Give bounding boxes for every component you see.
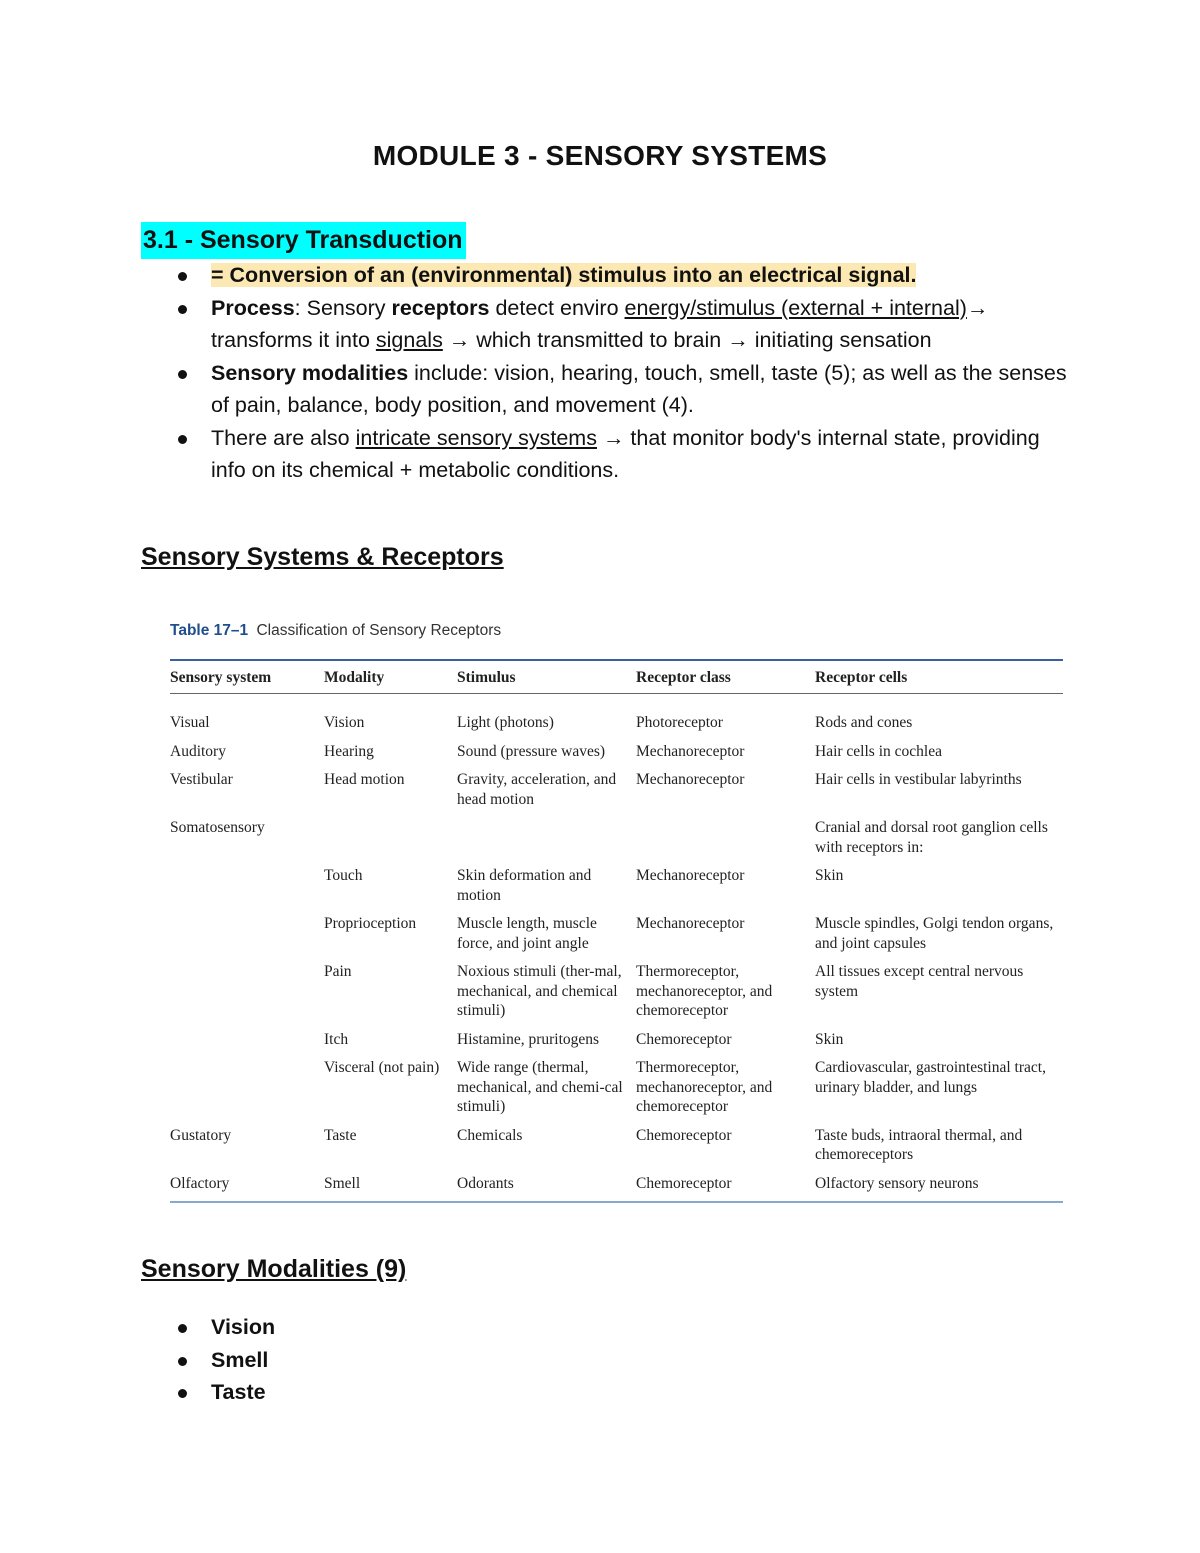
list-item-process (141, 292, 1071, 357)
table-cell: Photoreceptor (636, 714, 723, 731)
table-cell (170, 1030, 324, 1059)
table-row (170, 1174, 1063, 1203)
list-item: Vision (141, 1311, 1071, 1344)
table-cell: Skin (815, 867, 844, 884)
table-title: Classification of Sensory Receptors (256, 622, 502, 639)
table-row (170, 742, 1063, 771)
process-bold-word: receptors (391, 295, 490, 320)
process-label: Process (211, 295, 295, 320)
column-header: Modality (324, 669, 385, 686)
table-cell: Gravity, acceleration, and head motion (457, 771, 617, 808)
table-cell: Mechanoreceptor (636, 867, 745, 884)
table-cell: Chemicals (457, 1126, 523, 1144)
table-cell: Noxious stimuli (ther-mal, mechanical, and chemical stimuli) (457, 963, 622, 1019)
table-cell: Thermoreceptor, mechanoreceptor, and chemoreceptor (636, 963, 773, 1019)
definition-text: = Conversion of an (environmental) stimulus into an electrical signal. (211, 263, 917, 287)
section-heading-sensory-transduction: 3.1 - Sensory Transduction (141, 222, 466, 259)
section-heading-systems-receptors: Sensory Systems & Receptors (141, 543, 504, 571)
table-row (170, 818, 1063, 866)
table-row (170, 1126, 1063, 1174)
table-row (170, 1030, 1063, 1059)
process-text: : Sensory (294, 295, 392, 320)
table-cell: Cranial and dorsal root ganglion cells with receptors in: (815, 819, 1048, 856)
list-item-definition (141, 259, 1071, 292)
table-cell: Hearing (324, 742, 374, 760)
table-cell: Mechanoreceptor (636, 742, 745, 760)
modalities-label: Sensory modalities (211, 360, 409, 385)
table-cell: Hair cells in cochlea (815, 742, 942, 760)
table-cell: Olfactory (170, 1174, 230, 1192)
process-text: detect enviro (489, 295, 625, 320)
process-underlined-text: signals (375, 328, 443, 352)
table-cell: Rods and cones (815, 714, 913, 731)
table-number: Table 17–1 (170, 622, 249, 639)
table-cell: Muscle length, muscle force, and joint angle (457, 915, 597, 952)
table-cell: Auditory (170, 742, 226, 760)
internal-text: → that monitor body's internal state, providing info on its chemical + metabolic conditions. (211, 425, 1040, 482)
table-cell: Mechanoreceptor (636, 915, 745, 932)
table-cell: Cardiovascular, gastrointestinal tract, urinary bladder, and lungs (815, 1059, 1046, 1096)
table-cell: Histamine, pruritogens (457, 1030, 600, 1048)
table-cell: Gustatory (170, 1126, 232, 1144)
table-header-row (170, 660, 1063, 694)
transduction-bullet-list (141, 259, 1071, 487)
table-cell: Thermoreceptor, mechanoreceptor, and chemoreceptor (636, 1059, 773, 1115)
list-item: Smell (141, 1344, 1071, 1377)
table-cell: Muscle spindles, Golgi tendon organs, and joint capsules (815, 915, 1054, 952)
column-header: Receptor class (636, 669, 731, 686)
table-row (170, 962, 1063, 1030)
table-cell: Touch (324, 867, 363, 884)
section-heading-sensory-modalities: Sensory Modalities (9) (141, 1255, 407, 1283)
table-cell: Vision (324, 714, 365, 731)
internal-text: There are also (211, 425, 356, 450)
table-cell: Vestibular (170, 771, 233, 788)
table-row (170, 914, 1063, 962)
table-cell: Head motion (324, 771, 405, 788)
modalities-text: include: vision, hearing, touch, smell, taste (5); as well as the senses of pain, balance, body position, and movement (4). (211, 360, 1067, 417)
list-item-modalities (141, 357, 1071, 422)
table-cell: Odorants (457, 1174, 514, 1192)
receptor-classification-table (170, 659, 1063, 1203)
process-text: → which transmitted to brain → initiating sensation (442, 328, 932, 352)
table-cell: Proprioception (324, 915, 417, 932)
table-cell (457, 818, 636, 866)
table-cell: Skin (815, 1030, 844, 1048)
table-cell: Light (photons) (457, 714, 554, 731)
table-cell: Chemoreceptor (636, 1174, 732, 1192)
table-cell: Taste (324, 1126, 357, 1144)
table-cell: Smell (324, 1174, 361, 1192)
table-cell: Chemoreceptor (636, 1030, 732, 1048)
table-cell: Olfactory sensory neurons (815, 1174, 979, 1192)
table-cell: Visual (170, 714, 210, 731)
table-cell: Mechanoreceptor (636, 771, 745, 788)
table-row (170, 770, 1063, 818)
list-item-internal-systems (141, 422, 1071, 487)
table-cell (324, 818, 457, 866)
table-cell: Visceral (not pain) (324, 1059, 440, 1076)
table-cell (170, 866, 324, 914)
table-cell: Taste buds, intraoral thermal, and chemoreceptors (815, 1126, 1023, 1163)
table-row (170, 694, 1063, 742)
column-header: Receptor cells (815, 669, 908, 686)
column-header: Stimulus (457, 669, 516, 686)
table-row (170, 1058, 1063, 1126)
list-item: Taste (141, 1376, 1071, 1409)
table-cell (170, 914, 324, 962)
modalities-bullet-list (141, 1311, 1071, 1409)
internal-underlined-text: intricate sensory systems (355, 425, 597, 450)
table-cell: Sound (pressure waves) (457, 742, 606, 760)
table-cell: Chemoreceptor (636, 1126, 732, 1144)
process-text: → transforms it into (211, 295, 989, 352)
table-body (170, 694, 1063, 1203)
table-cell: Somatosensory (170, 819, 265, 836)
process-underlined-text: energy/stimulus (external + internal) (624, 295, 967, 320)
table-cell: Hair cells in vestibular labyrinths (815, 771, 1022, 788)
table-cell (170, 962, 324, 1030)
table-cell (170, 1058, 324, 1126)
table-cell: Itch (324, 1030, 349, 1048)
table-cell: Pain (324, 963, 352, 980)
table-cell: Skin deformation and motion (457, 867, 592, 904)
table-cell (636, 818, 815, 866)
table-row (170, 866, 1063, 914)
table-cell: Wide range (thermal, mechanical, and chemi-cal stimuli) (457, 1059, 623, 1115)
page-title: MODULE 3 - SENSORY SYSTEMS (372, 140, 828, 171)
column-header: Sensory system (170, 669, 272, 686)
table-caption (170, 622, 501, 640)
table-cell: All tissues except central nervous system (815, 963, 1024, 1000)
